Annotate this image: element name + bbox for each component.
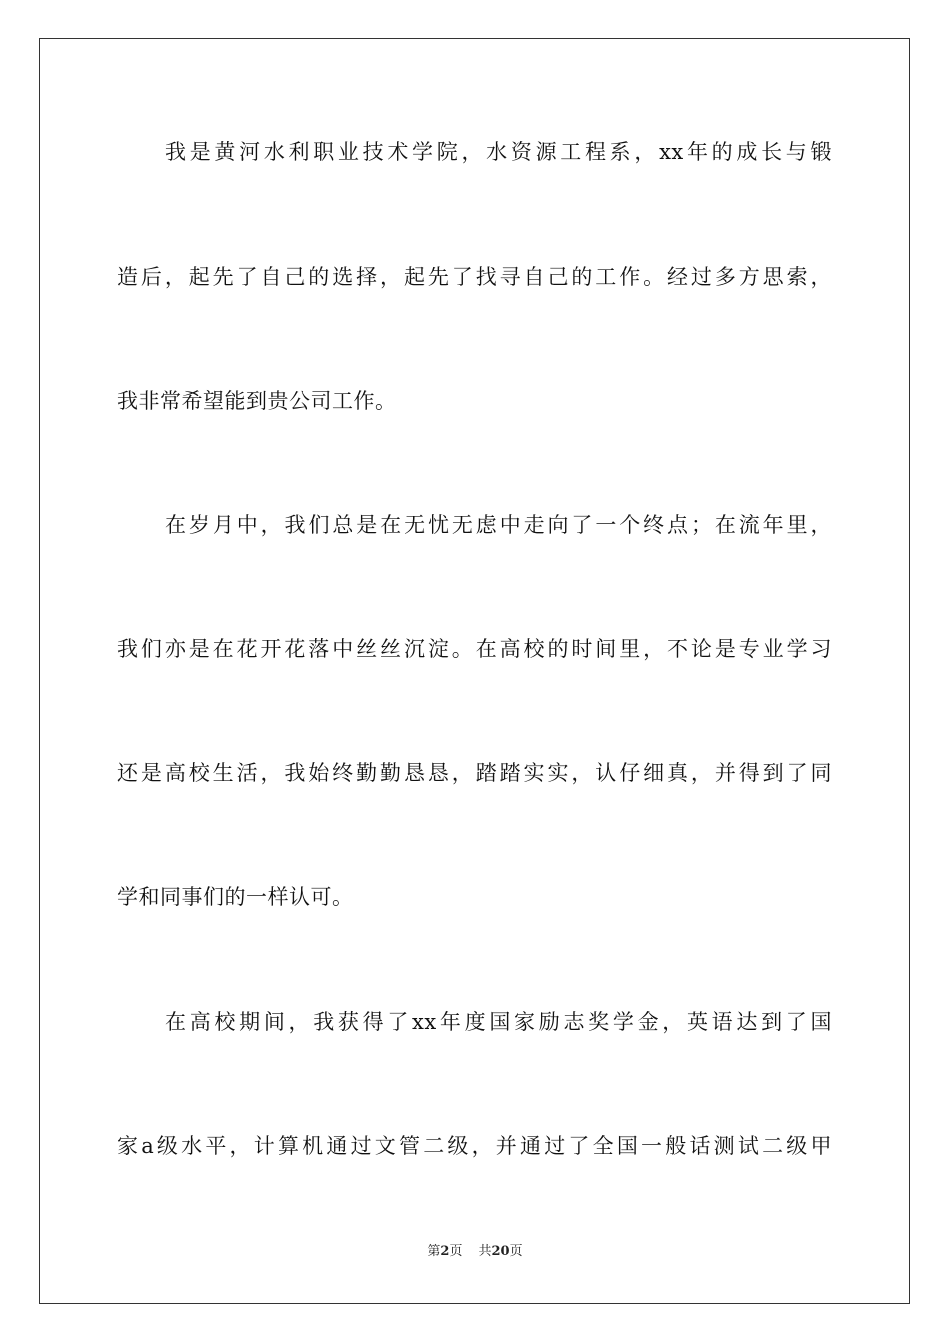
text-line: 我非常希望能到贵公司工作。 xyxy=(117,389,397,413)
text-line: 我是黄河水利职业技术学院，水资源工程系，xx年的成长与锻 xyxy=(165,140,832,164)
page-suffix: 页 xyxy=(449,1244,463,1259)
text-line: 造后，起先了自己的选择，起先了找寻自己的工作。经过多方思索， xyxy=(117,265,832,289)
total-suffix: 页 xyxy=(509,1244,523,1259)
text-line: 家a级水平，计算机通过文管二级，并通过了全国一般话测试二级甲 xyxy=(117,1134,832,1158)
page-frame xyxy=(39,38,910,1304)
text-line: 在高校期间，我获得了xx年度国家励志奖学金，英语达到了国 xyxy=(165,1010,832,1034)
page-prefix: 第 xyxy=(427,1244,441,1259)
page-number: 2 xyxy=(440,1244,450,1259)
text-line: 在岁月中，我们总是在无忧无虑中走向了一个终点；在流年里， xyxy=(165,513,832,537)
total-prefix: 共 xyxy=(478,1244,492,1259)
text-line: 还是高校生活，我始终勤勤恳恳，踏踏实实，认仔细真，并得到了同 xyxy=(117,761,832,785)
page-footer xyxy=(0,1243,950,1261)
text-line: 我们亦是在花开花落中丝丝沉淀。在高校的时间里，不论是专业学习 xyxy=(117,637,832,661)
text-line: 学和同事们的一样认可。 xyxy=(117,885,354,909)
total-pages: 20 xyxy=(491,1244,510,1259)
